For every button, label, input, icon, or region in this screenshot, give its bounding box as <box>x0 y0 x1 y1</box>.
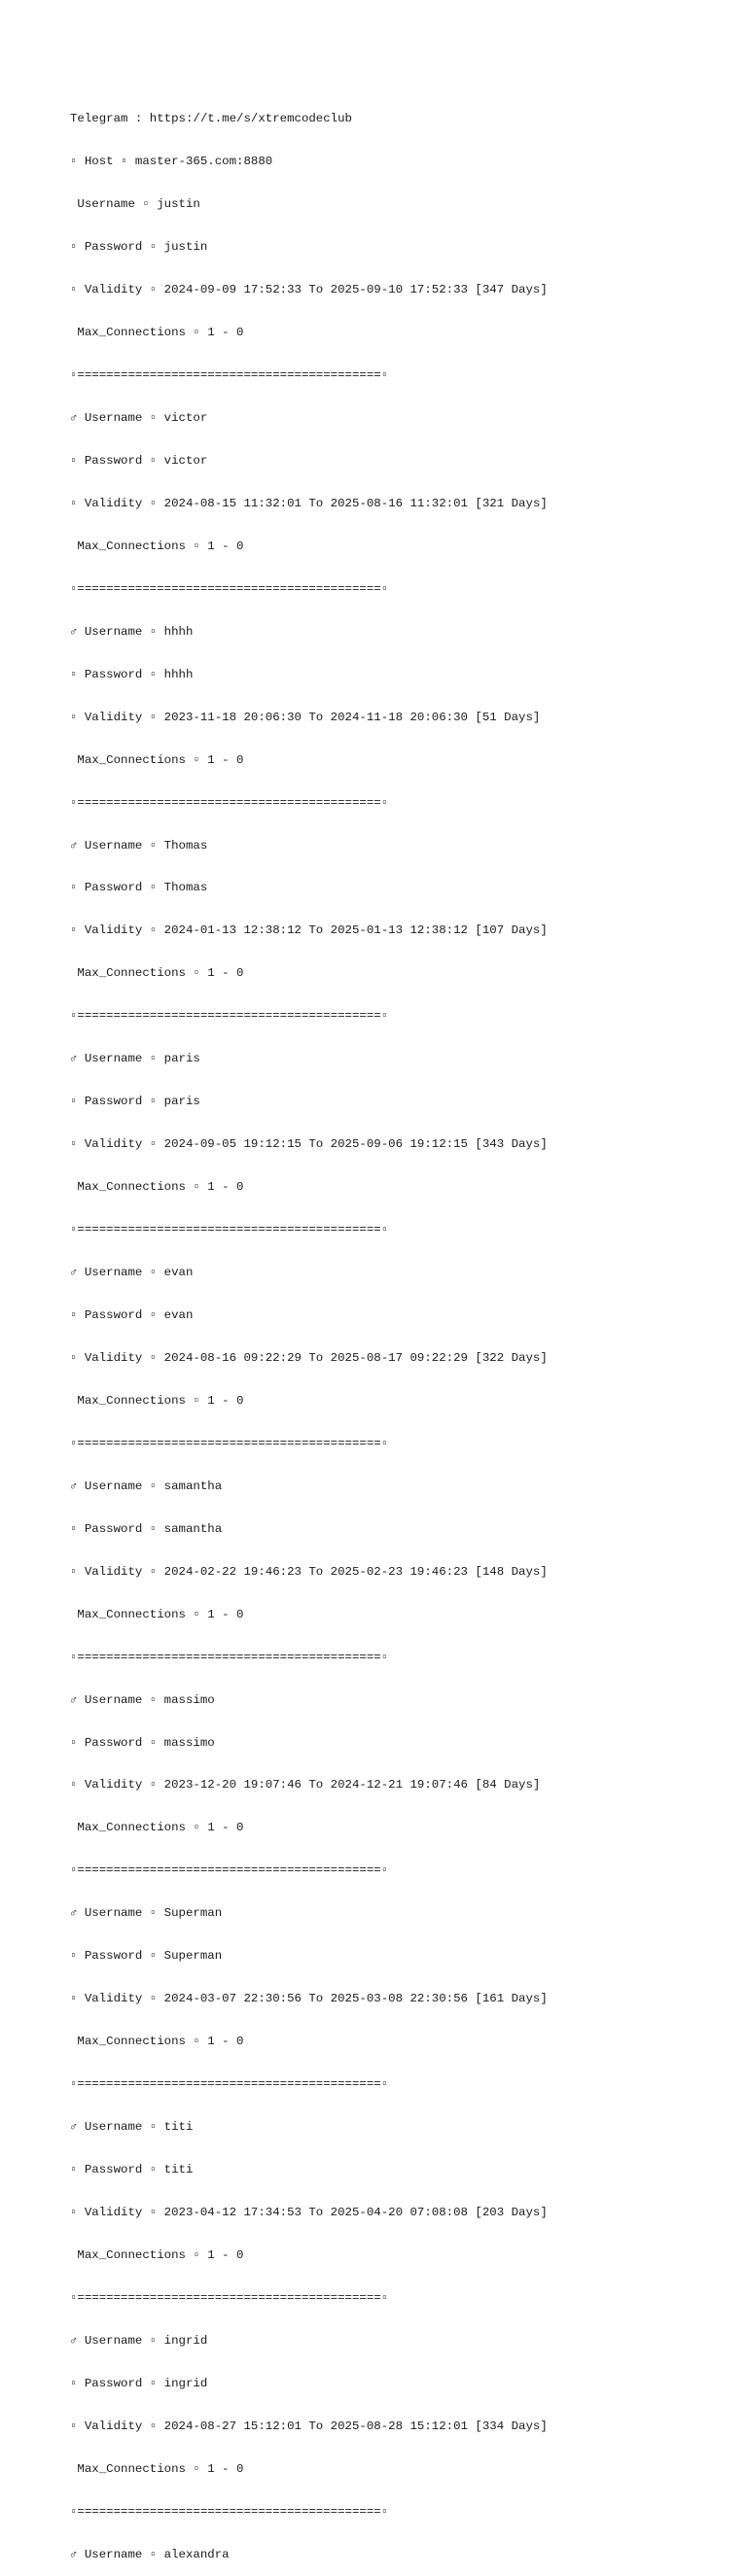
text-line: ▫ Validity ▫ 2024-08-15 11:32:01 To 2025-08-16 11:32:01 [321 Days] <box>70 496 548 510</box>
separator-line: ▫==========================================▫ <box>70 1436 389 1450</box>
text-line: Max_Connections ▫ 1 - 0 <box>70 539 244 553</box>
text-line: ♂ Username ▫ victor <box>70 410 208 425</box>
text-line: ♂ Username ▫ ingrid <box>70 2333 208 2348</box>
text-line: ▫ Validity ▫ 2023-04-12 17:34:53 To 2025-04-20 07:08:08 [203 Days] <box>70 2206 548 2220</box>
text-line: ▫ Validity ▫ 2024-02-22 19:46:23 To 2025-02-23 19:46:23 [148 Days] <box>70 1564 548 1579</box>
text-line: ▫ Password ▫ massimo <box>70 1735 215 1750</box>
text-line: Telegram : https://t.me/s/xtremcodeclub <box>70 112 352 126</box>
text-line: ♂ Username ▫ evan <box>70 1266 194 1280</box>
text-line: Username ▫ justin <box>70 197 200 212</box>
text-line: Max_Connections ▫ 1 - 0 <box>70 1180 244 1195</box>
text-line: ♂ Username ▫ hhhh <box>70 624 194 639</box>
text-line: ▫ Password ▫ ingrid <box>70 2376 208 2390</box>
separator-line: ▫==========================================▫ <box>70 2290 389 2305</box>
text-line: ♂ Username ▫ Superman <box>70 1906 223 1921</box>
text-line: ♂ Username ▫ alexandra <box>70 2547 230 2561</box>
text-line: ▫ Password ▫ victor <box>70 453 208 468</box>
text-line: Max_Connections ▫ 1 - 0 <box>70 2035 244 2049</box>
separator-line: ▫==========================================▫ <box>70 795 389 810</box>
text-line: ▫ Host ▫ master-365.com:8880 <box>70 155 273 169</box>
text-line: Max_Connections ▫ 1 - 0 <box>70 326 244 340</box>
text-line: ▫ Password ▫ hhhh <box>70 667 194 681</box>
separator-line: ▫==========================================▫ <box>70 2077 389 2092</box>
separator-line: ▫==========================================▫ <box>70 581 389 596</box>
text-line: Max_Connections ▫ 1 - 0 <box>70 2461 244 2476</box>
text-line: ♂ Username ▫ titi <box>70 2120 194 2135</box>
text-line: Max_Connections ▫ 1 - 0 <box>70 752 244 767</box>
text-line: ▫ Validity ▫ 2024-08-27 15:12:01 To 2025-08-28 15:12:01 [334 Days] <box>70 2419 548 2433</box>
document-text <box>70 84 548 2576</box>
text-line: Max_Connections ▫ 1 - 0 <box>70 1607 244 1621</box>
text-line: Max_Connections ▫ 1 - 0 <box>70 2247 244 2262</box>
text-line: ▫ Validity ▫ 2024-03-07 22:30:56 To 2025-03-08 22:30:56 [161 Days] <box>70 1992 548 2006</box>
text-line: ▫ Password ▫ Superman <box>70 1949 223 1964</box>
text-line: ♂ Username ▫ massimo <box>70 1692 215 1707</box>
text-line: ▫ Password ▫ justin <box>70 240 208 255</box>
text-line: Max_Connections ▫ 1 - 0 <box>70 1821 244 1835</box>
text-line: Max_Connections ▫ 1 - 0 <box>70 966 244 981</box>
text-line: ▫ Validity ▫ 2024-01-13 12:38:12 To 2025-01-13 12:38:12 [107 Days] <box>70 923 548 938</box>
text-line: ▫ Password ▫ samantha <box>70 1521 223 1536</box>
separator-line: ▫==========================================▫ <box>70 1863 389 1878</box>
separator-line: ▫==========================================▫ <box>70 1650 389 1664</box>
text-line: ▫ Validity ▫ 2023-12-20 19:07:46 To 2024-12-21 19:07:46 [84 Days] <box>70 1778 541 1793</box>
text-line: ▫ Validity ▫ 2024-08-16 09:22:29 To 2025-08-17 09:22:29 [322 Days] <box>70 1350 548 1365</box>
text-line: ▫ Validity ▫ 2024-09-09 17:52:33 To 2025-09-10 17:52:33 [347 Days] <box>70 283 548 297</box>
separator-line: ▫==========================================▫ <box>70 2504 389 2519</box>
text-line: ▫ Password ▫ evan <box>70 1308 194 1322</box>
separator-line: ▫==========================================▫ <box>70 1009 389 1024</box>
text-line: ♂ Username ▫ paris <box>70 1052 200 1066</box>
text-line: ▫ Validity ▫ 2024-09-05 19:12:15 To 2025-09-06 19:12:15 [343 Days] <box>70 1137 548 1152</box>
text-line: ▫ Validity ▫ 2023-11-18 20:06:30 To 2024-11-18 20:06:30 [51 Days] <box>70 710 541 724</box>
text-line: ▫ Password ▫ Thomas <box>70 881 208 895</box>
separator-line: ▫==========================================▫ <box>70 1223 389 1237</box>
text-line: Max_Connections ▫ 1 - 0 <box>70 1393 244 1408</box>
separator-line: ▫==========================================▫ <box>70 368 389 383</box>
text-line: ♂ Username ▫ samantha <box>70 1479 223 1493</box>
text-line: ▫ Password ▫ paris <box>70 1095 200 1109</box>
text-line: ▫ Password ▫ titi <box>70 2163 194 2177</box>
text-line: ♂ Username ▫ Thomas <box>70 838 208 853</box>
